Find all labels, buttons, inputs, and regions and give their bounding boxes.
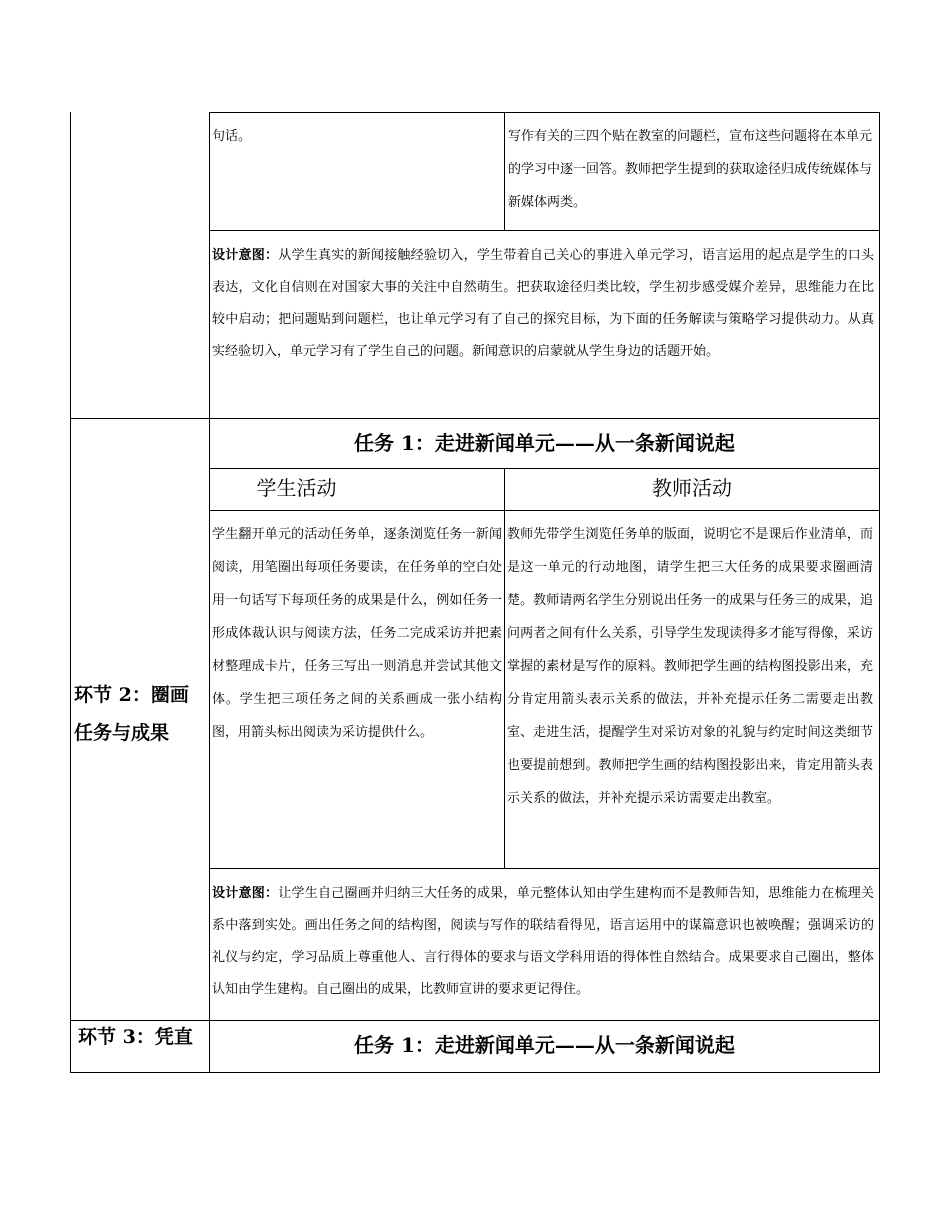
stage-3-label: 环节 3：凭直	[78, 1026, 193, 1048]
activity-body-divider	[209, 868, 880, 869]
table-border-left	[70, 112, 71, 1073]
stage-2-label: 环节 2：圈画任务与成果	[74, 684, 189, 744]
activity-column-divider	[504, 468, 505, 868]
design-intent-text: 让学生自己圈画并归纳三大任务的成果，单元整体认知由学生建构而不是教师告知，思维能力在梳理关系中落到实处。画出任务之间的结构图，阅读与写作的联结看得见，语言运用中的谋篇意识也被唤醒；强调采访的礼仪与约定，学习品质上尊重他人、言行得体的要求与语文学科用语的得体性自然结合。成果要求自己圈出，整体认知由学生建构。自己圈出的成果，比教师宣讲的要求更记得住。	[212, 886, 874, 997]
teacher-activity-header: 教师活动	[652, 476, 732, 500]
section2-design-intent	[212, 878, 874, 1006]
section2-top-border	[70, 418, 880, 419]
table-border-right	[879, 112, 880, 1073]
table-border-bottom	[70, 1072, 880, 1073]
row1-divider	[209, 230, 880, 231]
student-activity-text: 学生翻开单元的活动任务单，逐条浏览任务一新闻阅读，用笔圈出每项任务要读，在任务单的空白处用一句话写下每项任务的成果是什么，例如任务一形成体裁认识与阅读方法，任务二完成采访并把素材整理成卡片，任务三写出一则消息并尝试其他文体。学生把三项任务之间的关系画成一张小结构图，用箭头标出阅读为采访提供什么。	[212, 527, 502, 740]
design-intent-text: 从学生真实的新闻接触经验切入，学生带着自己关心的事进入单元学习，语言运用的起点是学生的口头表达，文化自信则在对国家大事的关注中自然萌生。把获取途径归类比较，学生初步感受媒介差异，思维能力在比较中启动；把问题贴到问题栏，也让单元学习有了自己的探究目标，为下面的任务解读与策略学习提供动力。从真实经验切入，单元学习有了学生自己的问题。新闻意识的启蒙就从学生身边的话题开始。	[212, 248, 874, 359]
activity-header-divider	[209, 510, 880, 511]
table-inner-vertical	[209, 112, 210, 1073]
row1-design-intent	[212, 240, 874, 368]
task-title: 任务 1：走进新闻单元——从一条新闻说起	[354, 431, 735, 455]
table-border-top	[209, 112, 880, 113]
task-title-divider	[209, 468, 880, 469]
section3-task-title: 任务 1：走进新闻单元——从一条新闻说起	[354, 1033, 735, 1057]
row1-column-divider	[504, 112, 505, 230]
teacher-activity-text: 教师先带学生浏览任务单的版面，说明它不是课后作业清单，而是这一单元的行动地图，请学生把三大任务的成果要求圈画清楚。教师请两名学生分别说出任务一的成果与任务三的成果，追问两者之间有什么关系，引导学生发现读得多才能写得像，采访掌握的素材是写作的原料。教师把学生画的结构图投影出来，充分肯定用箭头表示关系的做法，并补充提示任务二需要走出教室、走进生活，提醒学生对采访对象的礼貌与约定时间这类细节也要提前想到。教师把学生画的结构图投影出来，肯定用箭头表示关系的做法，并补充提示采访需要走出教室。	[507, 527, 873, 806]
row1-teacher-activity: 写作有关的三四个贴在教室的问题栏，宣布这些问题将在本单元的学习中逐一回答。教师把学生提到的获取途径归成传统媒体与新媒体两类。	[508, 129, 873, 210]
row1-student-activity: 句话。	[212, 129, 252, 144]
student-activity-header: 学生活动	[256, 476, 337, 500]
design-intent-label: 设计意图：	[212, 886, 279, 901]
design-intent-label: 设计意图：	[212, 248, 279, 263]
